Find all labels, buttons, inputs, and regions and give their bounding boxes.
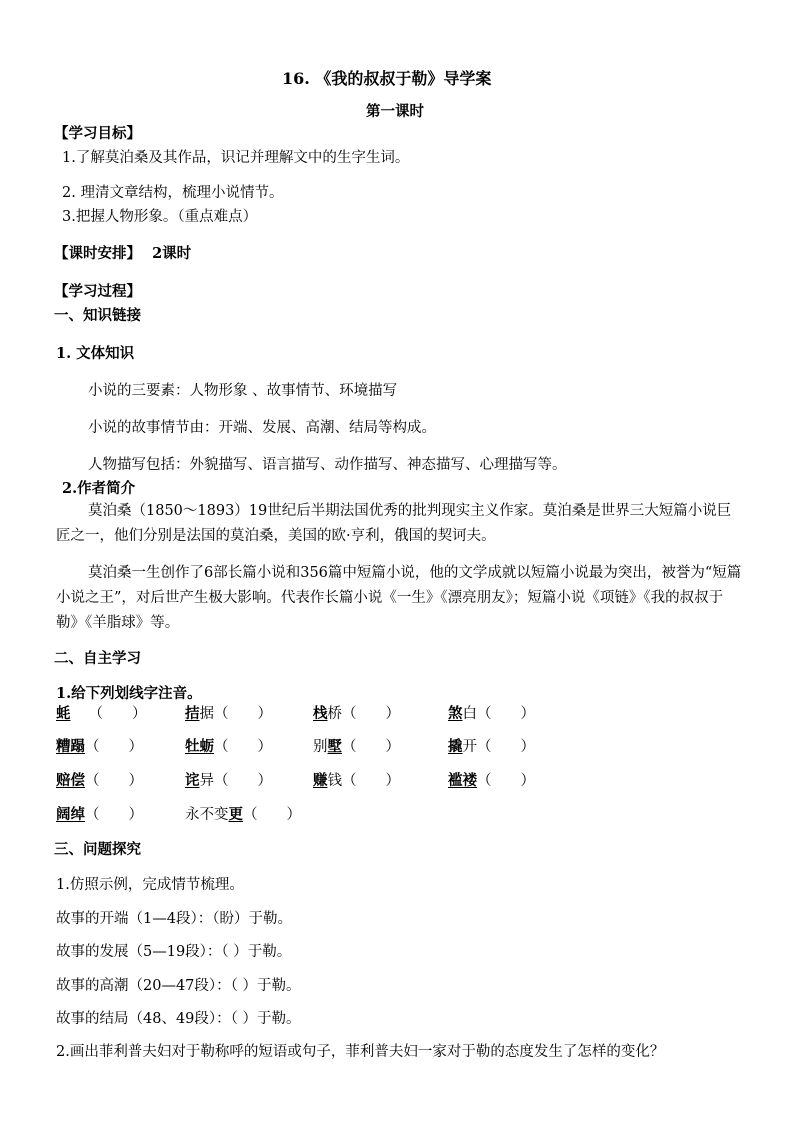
genre-line: 人物描写包括：外貌描写、语言描写、动作描写、神态描写、心理描写等。 bbox=[88, 457, 567, 473]
vocab-item: 永不变更（ ） bbox=[185, 806, 301, 823]
objectives-heading: 【学习目标】 bbox=[54, 125, 141, 142]
genre-line: 小说的三要素：人物形象 、故事情节、环境描写 bbox=[88, 383, 398, 399]
doc-subtitle: 第一课时 bbox=[366, 103, 424, 120]
vocab-item: 栈桥（ ） bbox=[313, 705, 400, 722]
plot-line: 故事的发展（5—19段）：（ ）于勒。 bbox=[56, 944, 292, 960]
objective-item: 2. 理清文章结构，梳理小说情节。 bbox=[62, 185, 284, 201]
vocab-item: 诧异（ ） bbox=[185, 772, 272, 789]
vocab-item: 煞白（ ） bbox=[448, 705, 535, 722]
section2-heading: 二、自主学习 bbox=[54, 650, 141, 667]
vocab-item: 糟蹋（ ） bbox=[56, 738, 143, 755]
section3-heading: 三、问题探究 bbox=[54, 841, 141, 858]
section2-sub: 1.给下列划线字注音。 bbox=[56, 685, 202, 702]
schedule bbox=[54, 245, 191, 263]
author-paragraph: 莫泊桑一生创作了6部长篇小说和356篇中短篇小说，他的文学成就以短篇小说最为突出，被誉为“短篇小说之王”，对后世产生极大影响。代表作长篇小说《一生》《漂亮朋友》；短篇小说《项链》《我的叔叔于勒》《羊脂球》等。 bbox=[56, 565, 742, 631]
vocab-item: 别墅（ ） bbox=[313, 738, 400, 755]
author-paragraph: 莫泊桑（1850～1893）19世纪后半期法国优秀的批判现实主义作家。莫泊桑是世界三大短篇小说巨匠之一，他们分别是法国的莫泊桑，美国的欧·亨利，俄国的契诃夫。 bbox=[56, 503, 732, 544]
section1-heading: 一、知识链接 bbox=[54, 307, 141, 324]
vocab-item: 阔绰（ ） bbox=[56, 806, 143, 823]
section1-sub1: 1. 文体知识 bbox=[56, 345, 135, 362]
process-heading: 【学习过程】 bbox=[54, 283, 141, 300]
plot-line: 故事的开端（1—4段）：（盼）于勒。 bbox=[56, 911, 292, 927]
objective-item: 3.把握人物形象。（重点难点） bbox=[62, 209, 258, 225]
schedule-label: 【课时安排】 bbox=[54, 245, 141, 262]
schedule-value: 2课时 bbox=[152, 245, 192, 262]
question-1: 1.仿照示例，完成情节梳理。 bbox=[56, 877, 244, 893]
vocab-item: 褴褛（ ） bbox=[448, 772, 535, 789]
plot-line: 故事的高潮（20—47段）：（ ）于勒。 bbox=[56, 978, 301, 994]
vocab-item: 牡蛎（ ） bbox=[185, 738, 272, 755]
plot-line: 故事的结局（48、49段）：（ ）于勒。 bbox=[56, 1011, 301, 1027]
vocab-item: 蚝 （ ） bbox=[56, 705, 147, 722]
vocab-item: 赚钱（ ） bbox=[313, 772, 400, 789]
objective-item: 1.了解莫泊桑及其作品，识记并理解文中的生字生词。 bbox=[62, 150, 410, 166]
genre-line: 小说的故事情节由：开端、发展、高潮、结局等构成。 bbox=[88, 420, 436, 436]
question-2: 2.画出菲利普夫妇对于勒称呼的短语或句子，菲利普夫妇一家对于勒的态度发生了怎样的变化？ bbox=[56, 1044, 665, 1060]
vocab-item: 赔偿（ ） bbox=[56, 772, 143, 789]
section1-sub2: 2.作者简介 bbox=[62, 480, 136, 497]
vocab-item: 拮据（ ） bbox=[185, 705, 272, 722]
doc-title: 16. 《我的叔叔于勒》导学案 bbox=[282, 69, 492, 88]
vocab-item: 撬开（ ） bbox=[448, 738, 535, 755]
